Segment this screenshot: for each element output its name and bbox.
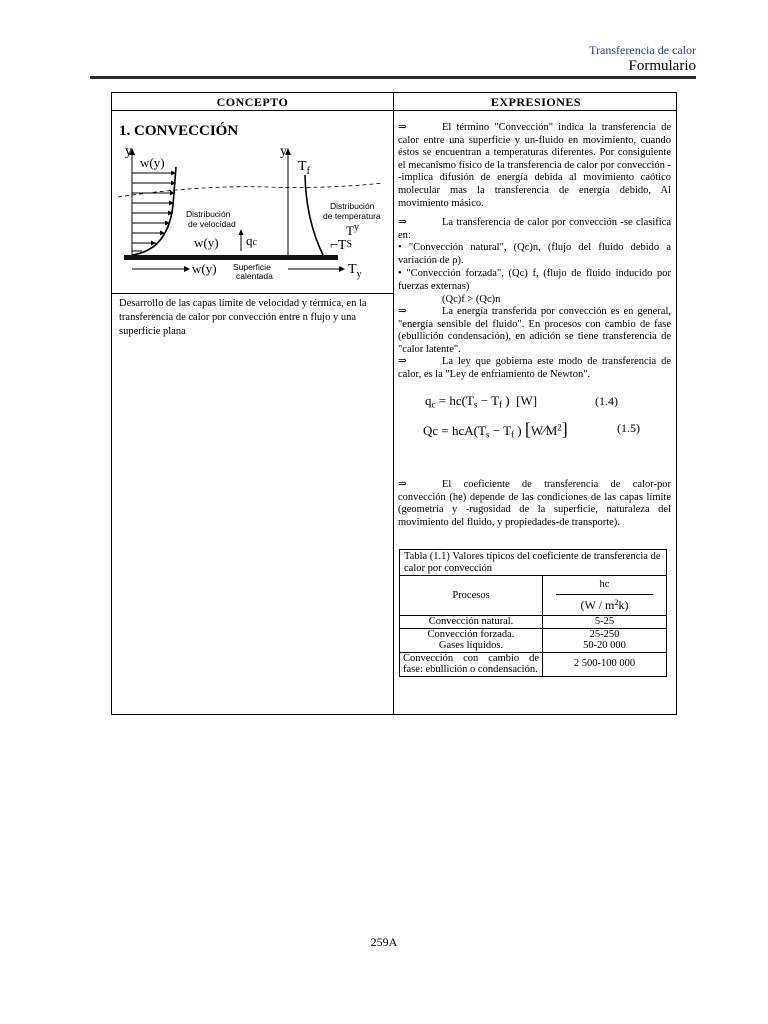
implies-icon: ⇒ [398,122,407,133]
free-stream-temperature-label: $T_f$ [298,159,310,177]
expressions-cell [395,111,675,714]
bullet-natural-convection: • "Convección natural", (Qc)n, (flujo del fluido debido a variación de ρ). [398,242,671,266]
equation-heat-flux: $q_c = hc(T_s - T_f$ ) [W] [425,393,538,410]
implies-icon: ⇒ [398,356,407,367]
temperature-distribution-label-2: de temperatura [323,211,381,221]
heated-surface-label-2: calentada [236,271,273,281]
table-row-process: Convección forzada. Gases líquidos. [400,628,543,652]
velocity-axis-label: y [125,145,132,159]
implies-icon: ⇒ [398,479,407,490]
document-title: Formulario [628,58,696,74]
paragraph-energy: ⇒ La energía transferida por convección es en general, "energía sensible del fluido". En procesos con cambio de fase (ebullición condensación), en adición se tiene transferencia de "calor latente". [398,306,671,355]
bullet-forced-convection: • "Convección forzada", (Qc) f, (flujo de fluido inducido por fuerzas externas) [398,268,672,292]
equation-number-1-4: (1.4) [595,394,618,408]
surface-temperature-label: ⌐TS [330,238,353,253]
formula-table [111,92,677,715]
column-divider [393,93,394,714]
hc-column-header [543,576,667,616]
temperature-arrow-icon [339,266,345,272]
figure-caption: Desarrollo de las capas límite de velocidad y térmica, en la transferencia de calor por convección entre n flujo y una superficie plana [119,298,367,337]
table-row-process: Convección natural. [400,616,543,629]
table-row-value: 5-25 [543,616,667,629]
equation-number-1-5: (1.5) [617,421,640,435]
page-number: 259A [370,935,398,949]
concept-cell [112,111,393,714]
table-row-process: Convección con cambio de fase: ebullición o condensación. [400,652,543,676]
velocity-distribution-label: Distribución [186,209,231,219]
flow-arrow-icon [184,266,190,272]
implies-icon: ⇒ [398,217,407,228]
hc-units: $(W / m^2k)$ [556,594,653,612]
process-column-header: Procesos [400,576,543,616]
paragraph-newton-law: ⇒ La ley que gobierna este modo de transferencia de calor, es la "Ley de enfriamiento de Newton". [398,356,671,380]
boundary-layer-figure [118,145,386,305]
implies-icon: ⇒ [398,306,407,317]
heat-flux-label: qc [246,233,257,248]
heated-surface-label: Superficie [233,262,271,272]
velocity-profile-label: w(y) [140,155,165,170]
velocity-profile-curve [132,167,176,255]
equation-heat-rate: $Qc = hcA(T_s - T_f$ ) $[W⁄M^2]$ [423,419,568,440]
ty-bottom-label: $T_y$ [348,262,362,280]
concept-column-header: CONCEPTO [216,95,289,109]
document-subtitle: Transferencia de calor [589,43,696,57]
hc-label: hc [599,579,610,591]
heated-surface [124,255,338,260]
paragraph-classification: ⇒ La transferencia de calor por convección -se clasifica en: [398,217,671,241]
convection-coefficient-table [399,549,667,677]
paragraph-coefficient: ⇒ El coeficiente de transferencia de calor-por convección (he) depende de las condiciones de las capas límite (geometría y -rugosidad de la superficie, naturaleza del movimiento del fluido, y propiedades-de transporte). [398,479,671,528]
wy-middle-label: w(y) [194,235,219,250]
table-row-value: 25-250 50-20 000 [543,628,667,652]
temperature-distribution-label: Distribución [330,201,375,211]
section-title: 1. CONVECCIÓN [119,123,239,139]
convection-comparison: (Qc)f > (Qc)n [442,294,501,305]
velocity-distribution-label-2: de velocidad [188,219,236,229]
bullet-icon: • [398,242,402,253]
temperature-axis-label: y [280,145,287,159]
wy-bottom-label: w(y) [192,261,217,276]
table-caption: Tabla (1.1) Valores típicos del coeficiente de transferencia de calor por convección [400,550,667,576]
table-row-value: 2 500-100 000 [543,652,667,676]
bullet-icon: • [398,268,402,279]
heat-flux-arrow-icon [239,229,244,235]
paragraph-definition: ⇒ El término "Convección" indica la transferencia de calor entre una superficie y un-fluido en movimiento, cuando éstos se encuentran a temperaturas diferentes. Por consiguiente el mecanismo físico de la transferencia de calor por convección - -implica difusión de energía debida al movimiento caótico molecular mas la transferencia de energía debido, Al movimiento másico. [398,122,671,209]
ty-upper-label: $T^y$ [346,222,359,238]
caption-rule [112,293,393,294]
expressions-column-header: EXPRESIONES [490,95,582,109]
table-header-row [112,93,676,111]
boundary-layer-edge [118,183,383,197]
header-rule [90,76,696,79]
